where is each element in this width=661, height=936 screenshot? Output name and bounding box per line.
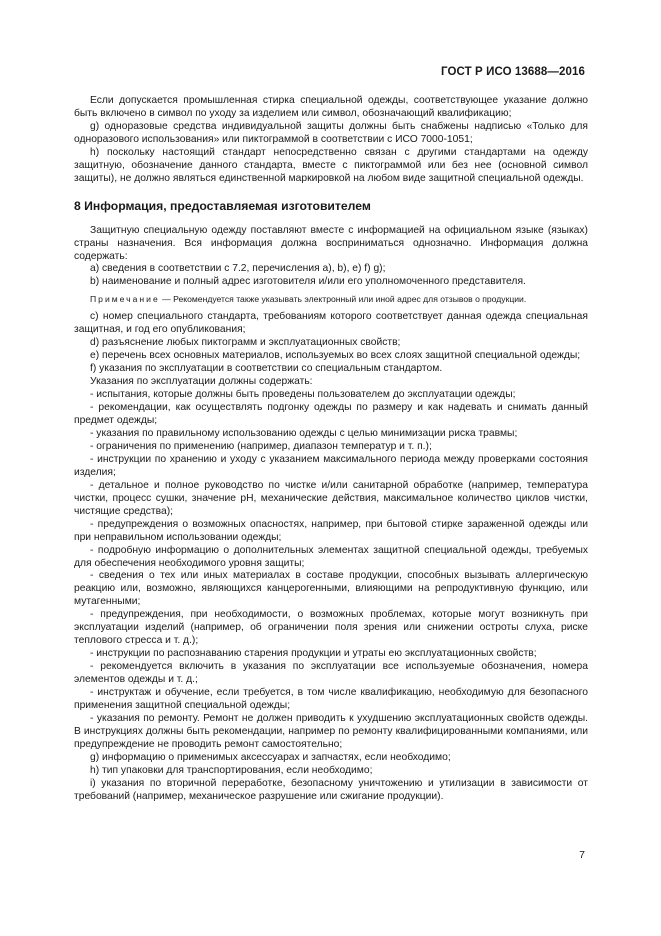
dash-item: - указания по ремонту. Ремонт не должен приводить к ухудшению эксплуатационных свойств одежды. В инструкциях должны быть рекомендации, например по ремонту квалифицированными компаниями, или предупреждение не проводить ремонт самостоятельно;	[74, 712, 588, 750]
list-item-h: h) поскольку настоящий стандарт непосредственно связан с другими стандартами на одежду защитную, обозначение данного стандарта, вместе с пиктограммой или без нее (основной символ защиты), не должно являться единственной маркировкой на любом виде защитной специальной одежды.	[74, 146, 588, 184]
list-item-h: h) тип упаковки для транспортирования, если необходимо;	[90, 764, 373, 776]
dash-item: - сведения о тех или иных материалах в составе продукции, способных вызывать аллергическую реакцию или, возможно, являющихся канцерогенными, влияющими на репродуктивную функцию, или мутагенными;	[74, 570, 588, 608]
standard-header: ГОСТ Р ИСО 13688—2016	[440, 66, 585, 78]
list-item-d: d) разъяснение любых пиктограмм и эксплуатационных свойств;	[90, 337, 401, 349]
dash-item: - предупреждения о возможных опасностях, например, при бытовой стирке зараженной одежды или при неправильном использовании одежды;	[74, 518, 588, 543]
document-body	[74, 95, 588, 804]
dash-item: - испытания, которые должны быть проведены пользователем до эксплуатации одежды;	[90, 389, 516, 401]
list-item-c: c) номер специального стандарта, требованиям которого соответствует данная одежда специальная защитная, и год его опубликования;	[74, 311, 588, 336]
list-item-i: i) указания по вторичной переработке, безопасному уничтожению и утилизации в зависимости от требований (например, механическое разрушение или сжигание продукции).	[74, 777, 588, 802]
dash-item: - рекомендуется включить в указания по эксплуатации все используемые обозначения, номера элементов одежды и т. д.;	[74, 661, 588, 686]
list-item-f: f) указания по эксплуатации в соответствии со специальным стандартом.	[90, 363, 443, 375]
dash-item: - инструктаж и обучение, если требуется, в том числе квалификацию, необходимую для безопасного применения защитной специальной одежды;	[74, 687, 588, 711]
dash-item: - детальное и полное руководство по чистке и/или санитарной обработке (например, температура чистки, процесс сушки, значение pH, механические действия, максимальное количество циклов чистки, чистящие средства);	[74, 479, 588, 517]
paragraph: Если допускается промышленная стирка специальной одежды, соответствующее указание должно быть включено в символ по уходу за изделием или символ, обозначающий квалификацию;	[74, 95, 588, 119]
list-item-b: b) наименование и полный адрес изготовителя и/или его уполномоченного представителя.	[90, 276, 526, 288]
dash-item: - указания по правильному использованию одежды с целью минимизации риска травмы;	[90, 427, 518, 439]
dash-item: - инструкции по распознаванию старения продукции и утраты ею эксплуатационных свойств;	[90, 648, 537, 660]
section-heading: 8 Информация, предоставляемая изготовителем	[74, 198, 371, 213]
list-item-e: e) перечень всех основных материалов, используемых во всех слоях защитной специальной одежды;	[90, 350, 581, 362]
dash-item: - рекомендации, как осуществлять подгонку одежды по размеру и как надевать и снимать данный предмет одежды;	[74, 402, 588, 427]
paragraph: Защитную специальную одежду поставляют вместе с информацией на официальном языке (языках) страны назначения. Вся информация должна восприниматься однозначно. Информация должна содержать:	[74, 224, 588, 262]
list-item-g: g) одноразовые средства индивидуальной защиты должны быть снабжены надписью «Только для одноразового использования» или пиктограммой в соответствии с ИСО 7000-1051;	[74, 120, 588, 145]
paragraph: Указания по эксплуатации должны содержать:	[90, 376, 313, 388]
dash-item: - подробную информацию о дополнительных элементах защитной специальной одежды, требуемых для обеспечения необходимого уровня защиты;	[74, 544, 588, 569]
page-number: 7	[579, 849, 585, 861]
dash-item: - инструкции по хранению и уходу с указанием максимального периода между проверками состояния изделия;	[74, 453, 588, 478]
note-label: Примечание	[90, 294, 160, 305]
list-item-a: a) сведения в соответствии с 7.2, перечисления a), b), e) f) g);	[90, 263, 386, 275]
dash-item: - предупреждения, при необходимости, о возможных проблемах, которые могут возникнуть при эксплуатации изделий (например, об ограничении поля зрения или снижении остроты слуха, риске теплового стресса и т. д.);	[74, 609, 588, 647]
dash-item: - ограничения по применению (например, диапазон температур и т. п.);	[90, 440, 432, 452]
list-item-g: g) информацию о применимых аксессуарах и запчастях, если необходимо;	[90, 751, 451, 763]
note	[74, 293, 588, 305]
note-text: — Рекомендуется также указывать электронный или иной адрес для отзывов о продукции.	[159, 294, 527, 305]
